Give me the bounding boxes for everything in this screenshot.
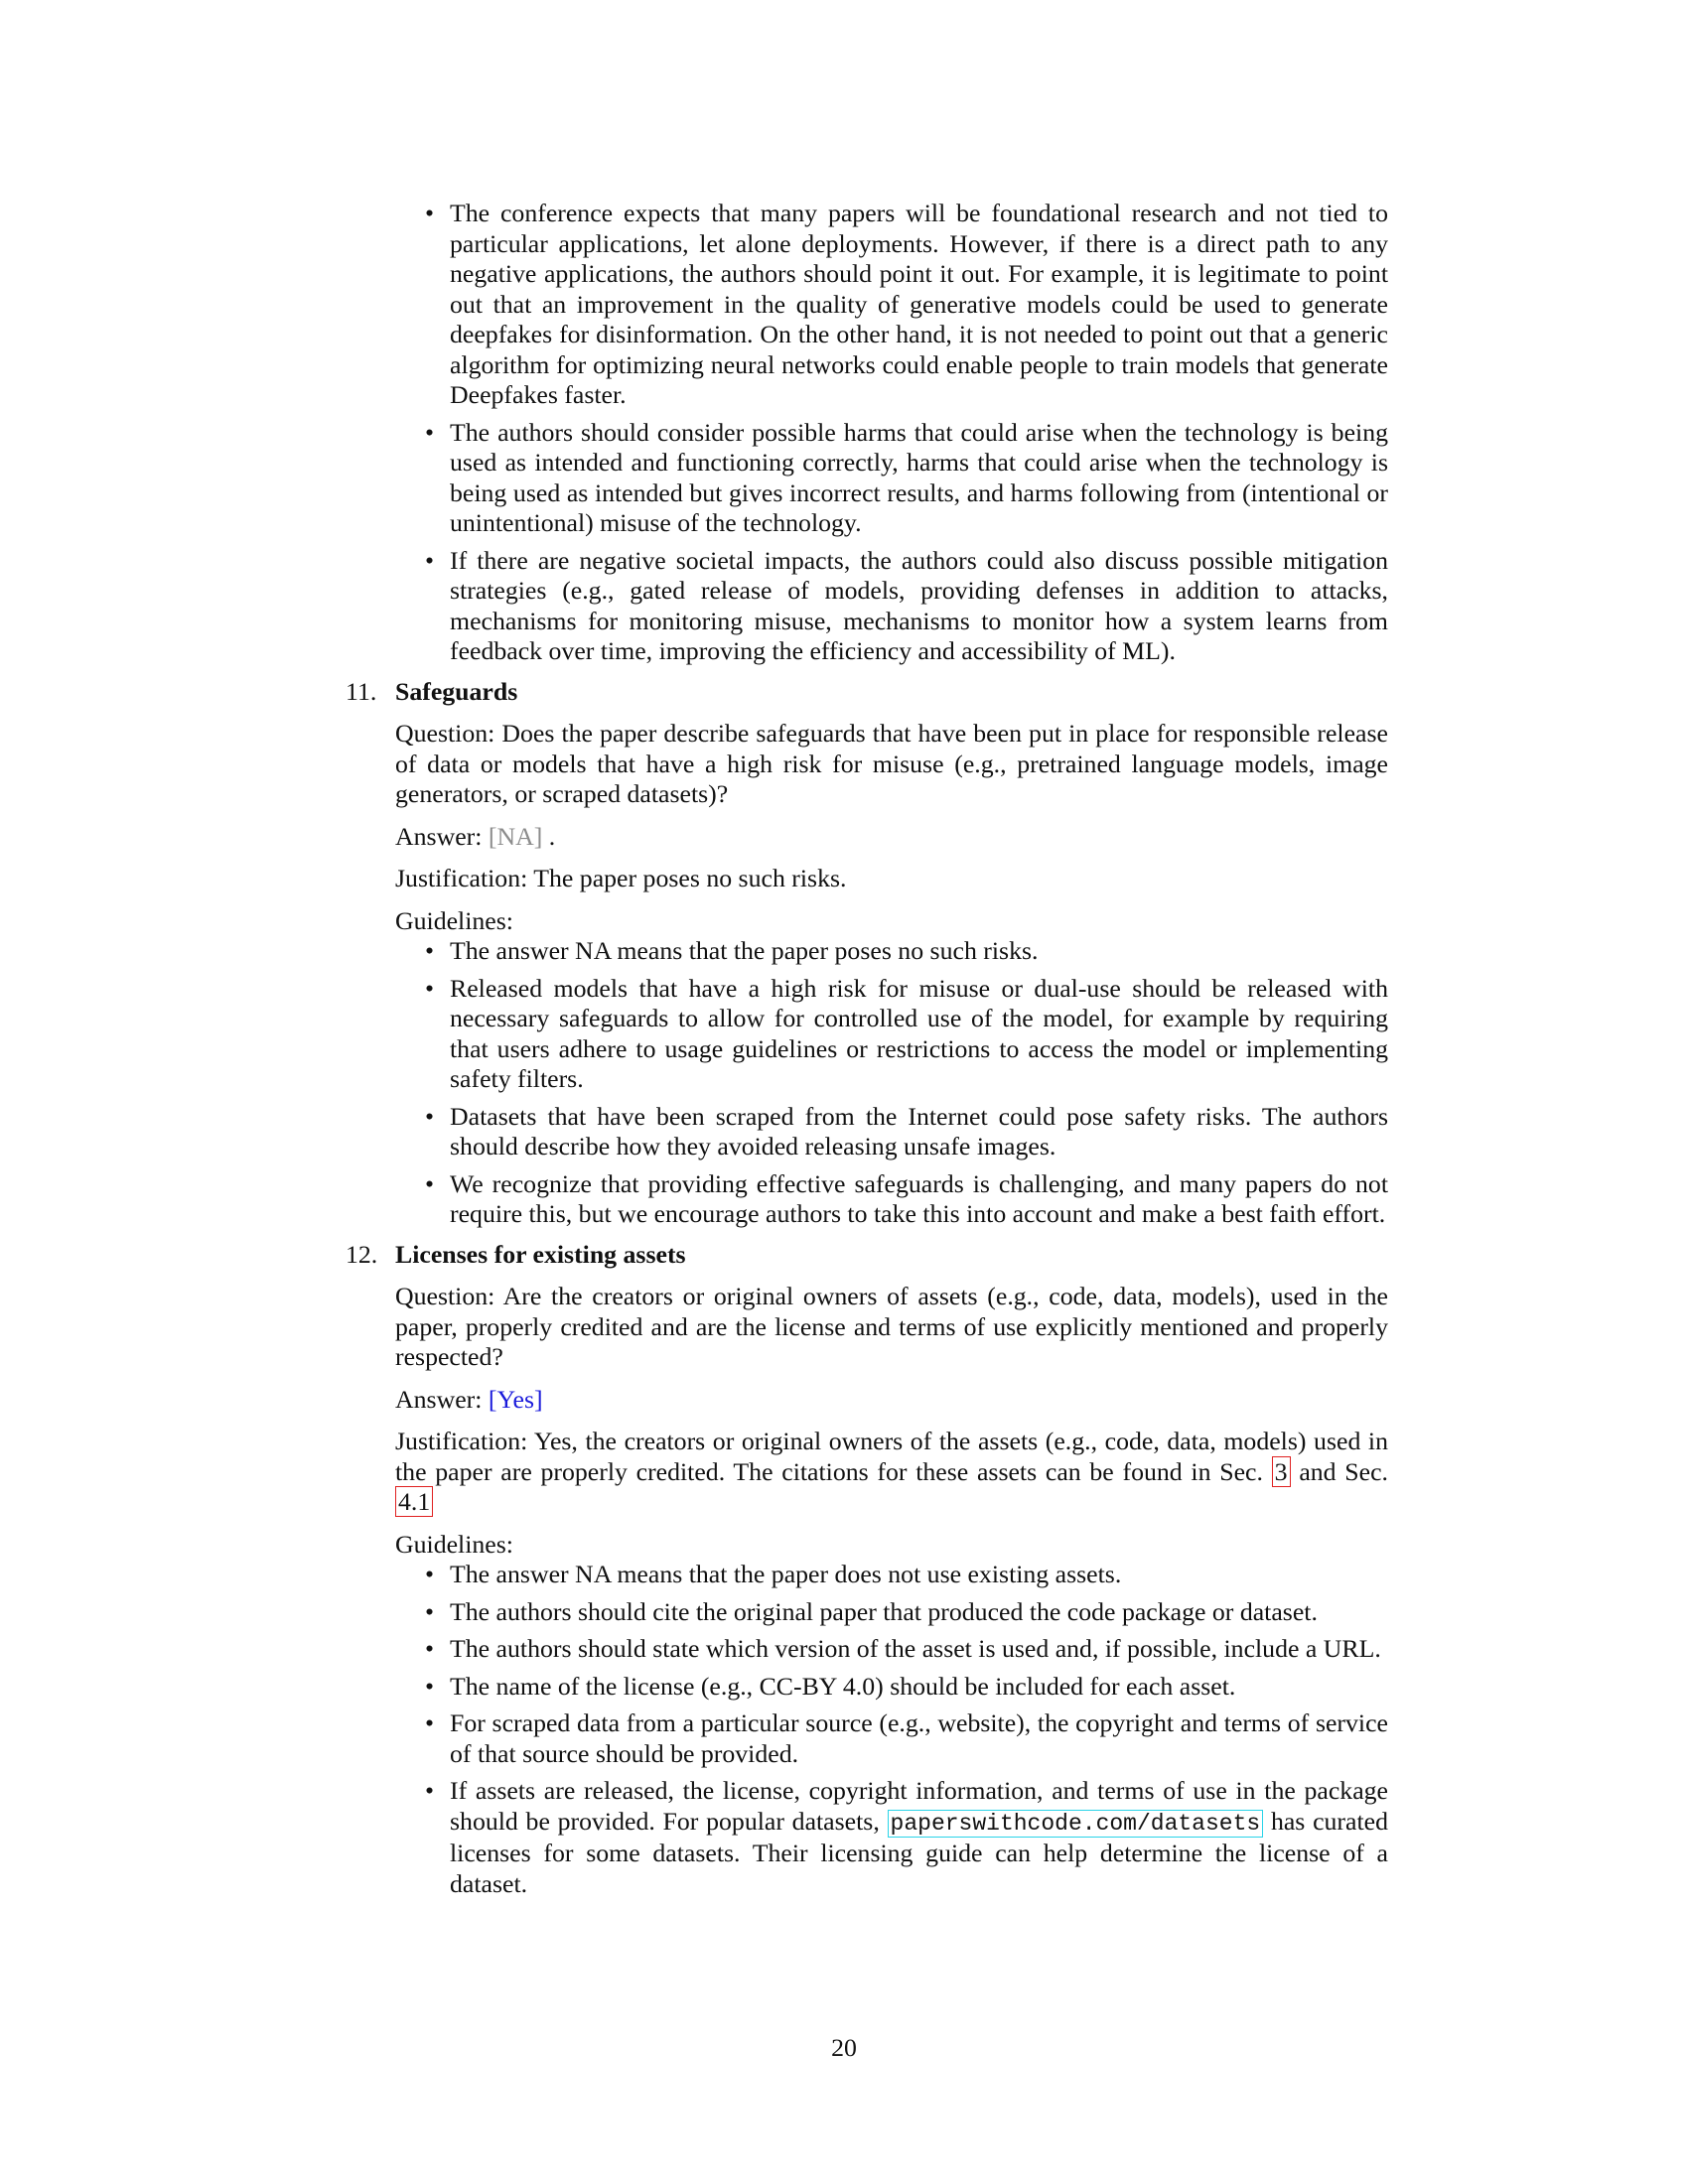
bullet-marker: • bbox=[425, 1634, 435, 1663]
bullet-marker: • bbox=[425, 417, 435, 447]
list-item: • For scraped data from a particular source (e.g., website), the copyright and terms of service of that source should be provided. bbox=[425, 1708, 1388, 1768]
answer-label: Answer: bbox=[395, 1384, 483, 1414]
answer-line bbox=[395, 1385, 1388, 1416]
list-item: • The authors should cite the original paper that produced the code package or dataset. bbox=[425, 1596, 1318, 1626]
section-title: Safeguards bbox=[395, 676, 518, 706]
section-licenses bbox=[346, 1239, 1389, 1900]
section-number: 11. bbox=[346, 676, 377, 706]
section-ref-link[interactable]: 3 bbox=[1272, 1456, 1291, 1487]
bullet-marker: • bbox=[425, 1708, 435, 1737]
list-item: • The authors should consider possible harms that could arise when the technology is being used as intended and functioning correctly, harms that could arise when the technology is being used as intended but gives incorrect results, and harms following from (intentional or unintentional) misuse of the technology. bbox=[425, 417, 1388, 537]
guidelines-label: Guidelines: bbox=[395, 1529, 513, 1559]
question-text: Question: Are the creators or original owners of assets (e.g., code, data, models), used in the paper, properly credited and are the license and terms of use explicitly mentioned and properly respected? bbox=[395, 1282, 1388, 1371]
bullet-marker: • bbox=[425, 973, 435, 1003]
section-title: Licenses for existing assets bbox=[395, 1239, 686, 1269]
main-column bbox=[346, 199, 1389, 1906]
answer-value: [Yes] bbox=[488, 1384, 543, 1414]
top-bullet-list bbox=[395, 199, 1388, 667]
bullet-marker: • bbox=[425, 1596, 435, 1626]
list-item: • The conference expects that many papers will be foundational research and not tied to particular applications, let alone deployments. However, if there is a direct path to any negative applications, the authors should point it out. For example, it is legitimate to point out that an improvement in the quality of generative models could be used to generate deepfakes for disinformation. On the other hand, it is not needed to point out that a generic algorithm for optimizing neural networks could enable people to train models that generate Deepfakes faster. bbox=[425, 199, 1388, 409]
list-item: • We recognize that providing effective safeguards is challenging, and many papers do not require this, but we encourage authors to take this into account and make a best faith effort. bbox=[425, 1168, 1388, 1228]
section-ref-link[interactable]: 4.1 bbox=[395, 1486, 433, 1517]
section-heading bbox=[346, 676, 1388, 708]
answer-line: Answer: [NA] . bbox=[395, 821, 556, 851]
bullet-marker: • bbox=[425, 545, 435, 575]
question-text: Question: Does the paper describe safeguards that have been put in place for responsible release of data or models that have a high risk for misuse (e.g., pretrained language models, image generators, or scraped datasets)? bbox=[395, 719, 1388, 808]
list-item: • Released models that have a high risk for misuse or dual-use should be released with necessary safeguards to allow for controlled use of the model, for example by requiring that users adhere to usage guidelines or restrictions to access the model or implementing safety filters. bbox=[425, 973, 1388, 1093]
list-item: • The answer NA means that the paper does not use existing assets. bbox=[425, 1560, 1122, 1588]
datasets-url-link[interactable]: paperswithcode.com/datasets bbox=[888, 1810, 1264, 1838]
list-item: • If assets are released, the license, copyright information, and terms of use in the package should be provided. For popular datasets, paperswithcode.com/datasets has curated licenses for some datasets. Their licensing guide can help determine the license of a dataset. bbox=[425, 1776, 1388, 1898]
guidelines-list bbox=[395, 1560, 1388, 1899]
guidelines-label: Guidelines: bbox=[395, 905, 513, 935]
bullet-marker: • bbox=[425, 1101, 435, 1131]
bullet-marker: • bbox=[425, 1560, 435, 1588]
answer-label: Answer: bbox=[395, 821, 483, 851]
bullet-marker: • bbox=[425, 1168, 435, 1198]
page-number: 20 bbox=[831, 2033, 857, 2062]
list-item: • The authors should state which version of the asset is used and, if possible, include a URL. bbox=[425, 1634, 1381, 1663]
justification-text: Justification: Yes, the creators or original owners of the assets (e.g., code, data, models) used in the paper are properly credited. The citations for these assets can be found in Sec. 3 and Sec. 4.1 bbox=[395, 1427, 1389, 1516]
section-safeguards bbox=[346, 676, 1388, 1230]
list-item: • Datasets that have been scraped from the Internet could pose safety risks. The authors should describe how they avoided releasing unsafe images. bbox=[425, 1101, 1388, 1160]
bullet-marker: • bbox=[425, 199, 435, 227]
bullet-marker: • bbox=[425, 1671, 435, 1701]
bullet-marker: • bbox=[425, 1776, 435, 1805]
guidelines-list bbox=[395, 936, 1388, 1230]
list-item: • The name of the license (e.g., CC-BY 4.0) should be included for each asset. bbox=[425, 1671, 1236, 1701]
section-heading bbox=[346, 1239, 1388, 1271]
bullet-marker: • bbox=[425, 936, 435, 965]
section-number: 12. bbox=[346, 1239, 378, 1269]
answer-value: [NA] bbox=[488, 821, 543, 851]
list-item: • If there are negative societal impacts, the authors could also discuss possible mitigation strategies (e.g., gated release of models, providing defenses in addition to attacks, mechanisms for monitoring misuse, mechanisms to monitor how a system learns from feedback over time, improving the efficiency and accessibility of ML). bbox=[425, 545, 1388, 665]
list-item: • The answer NA means that the paper poses no such risks. bbox=[425, 936, 1039, 965]
justification-text: Justification: The paper poses no such risks. bbox=[395, 864, 847, 892]
